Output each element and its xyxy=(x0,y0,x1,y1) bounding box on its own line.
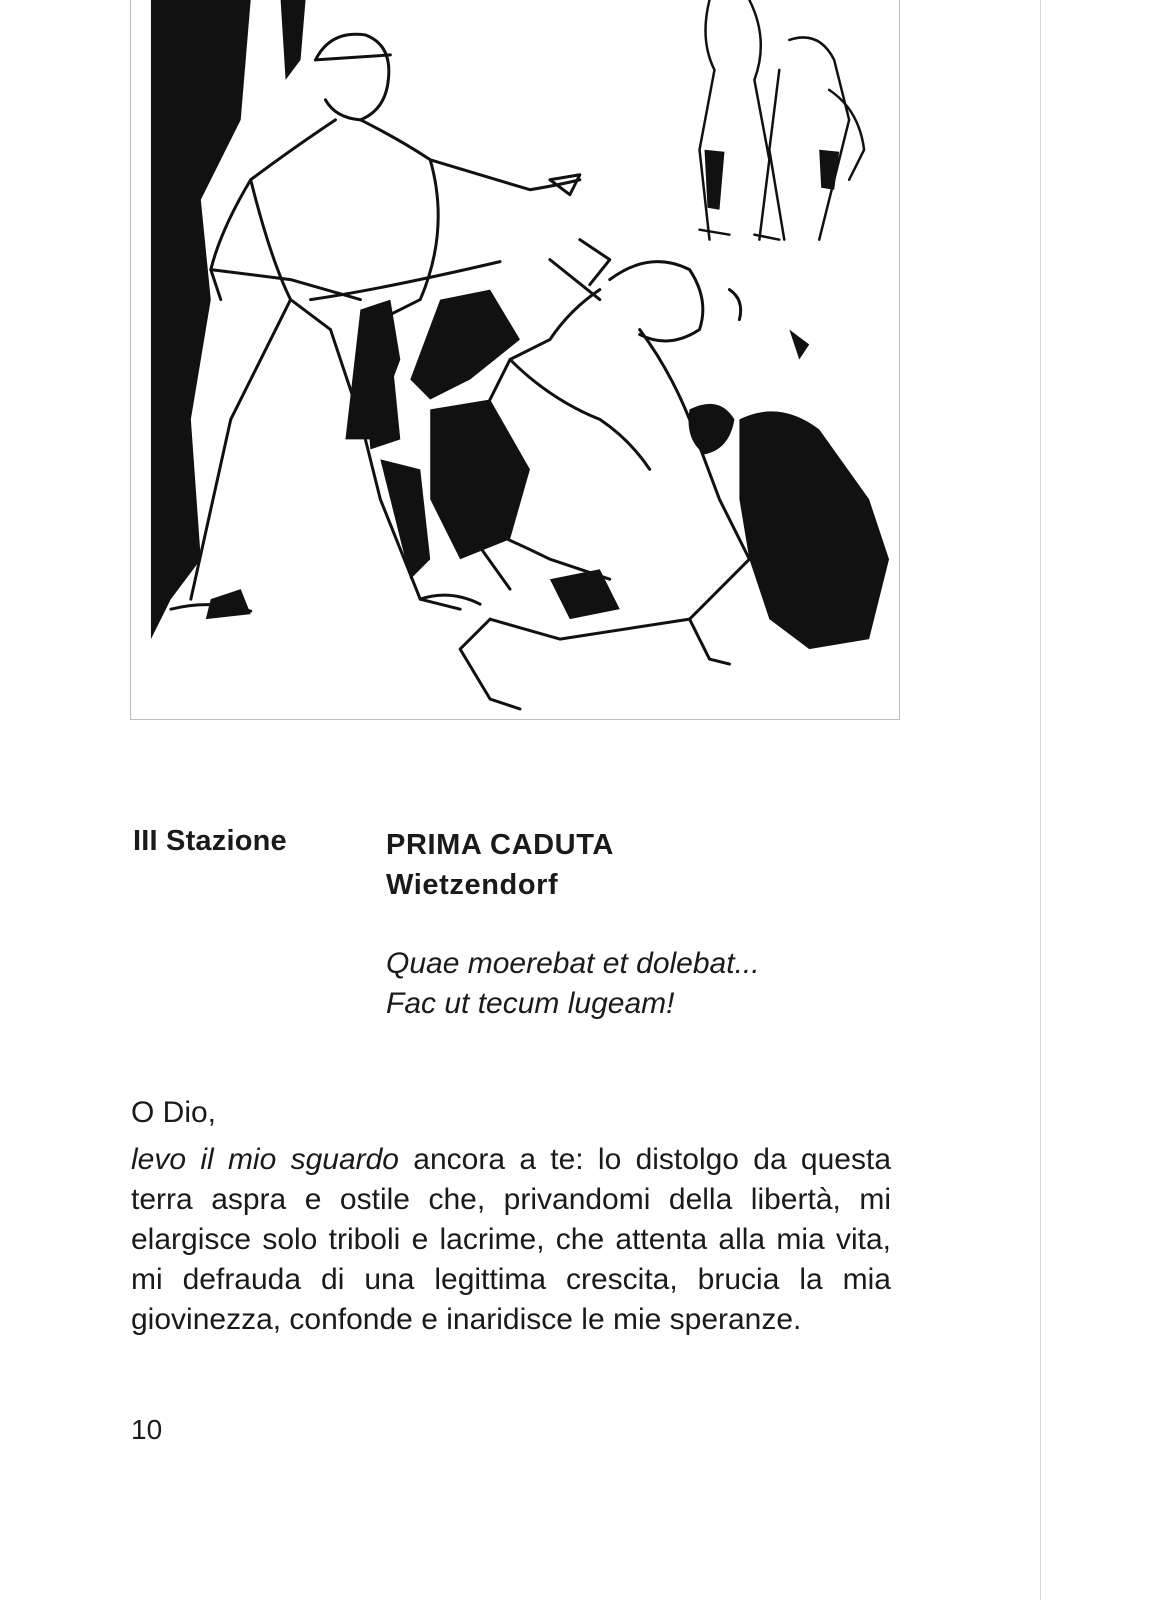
station-title-main: PRIMA CADUTA xyxy=(386,829,614,861)
prayer-text xyxy=(131,1093,891,1340)
page-edge-line xyxy=(1040,0,1041,1600)
station-title-place: Wietzendorf xyxy=(386,869,559,901)
soldier-and-fallen-prisoner-illustration xyxy=(131,0,899,719)
station-title xyxy=(386,825,614,905)
station-label: III Stazione xyxy=(133,825,287,857)
prayer-body: ancora a te: lo distolgo da questa terra aspra e ostile che, privandomi della libertà, mi elargisce solo triboli e lacrime, che attenta alla mia vita, mi defrauda di una legittima crescita, brucia la mia giovinezza, confonde e inaridisce le mie speranze. xyxy=(131,1143,891,1336)
hymn-line-2: Fac ut tecum lugeam! xyxy=(386,987,675,1020)
illustration xyxy=(130,0,900,720)
prayer-emphasis: levo il mio sguardo xyxy=(131,1143,399,1176)
page-number: 10 xyxy=(131,1414,163,1445)
prayer-salutation: O Dio, xyxy=(131,1096,217,1129)
hymn-line-1: Quae moerebat et dolebat... xyxy=(386,947,760,980)
hymn-verse xyxy=(386,944,760,1024)
prayer-paragraph xyxy=(131,1140,891,1340)
